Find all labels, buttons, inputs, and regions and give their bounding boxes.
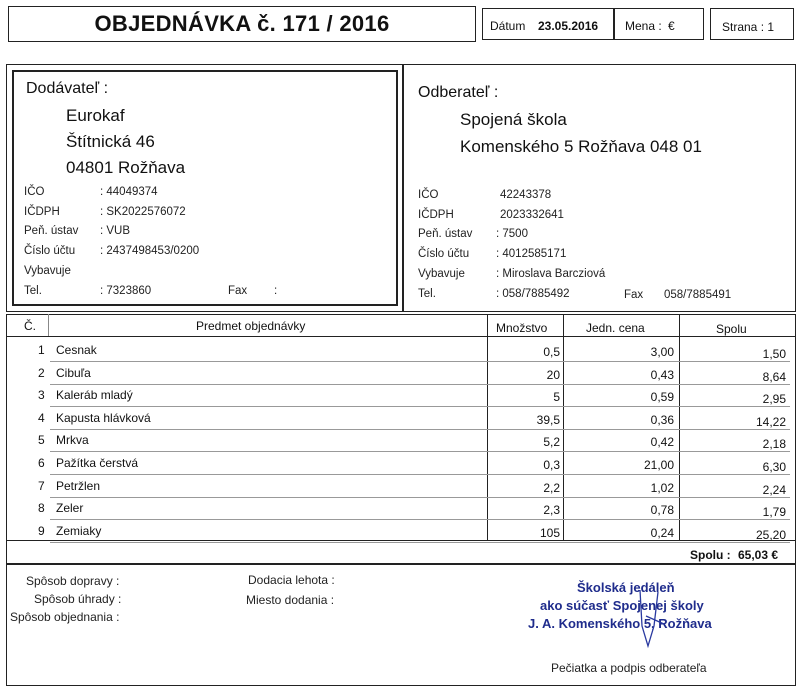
col-header-unit: Jedn. cena [586,321,645,335]
row-unit: 0,24 [650,526,674,540]
table-row [0,340,800,363]
signature-label: Pečiatka a podpis odberateľa [551,661,707,675]
sum-label: Spolu : [690,548,731,562]
customer-handler-value: : Miroslava Barcziová [496,268,606,280]
document-title: OBJEDNÁVKA č. 171 / 2016 [94,11,390,36]
row-separator [50,542,790,543]
row-no: 6 [38,456,45,470]
supplier-city: 04801 Rožňava [66,158,186,177]
table-row [0,476,800,499]
row-no: 5 [38,433,45,447]
col-header-no: Č. [24,319,36,333]
supplier-street: Štítnická 46 [66,132,155,151]
signature-scribble [620,586,680,656]
payment-label: Spôsob úhrady : [34,592,122,606]
row-unit: 3,00 [650,345,674,359]
row-total: 8,64 [762,370,786,384]
sum-value: 65,03 € [738,548,779,562]
row-total: 1,79 [762,505,786,519]
row-unit: 1,02 [650,481,674,495]
row-total: 1,50 [762,347,786,361]
table-row [0,408,800,431]
table-row [0,453,800,476]
row-no: 8 [38,501,45,515]
row-separator [50,474,790,475]
parties-divider [402,64,404,312]
row-qty: 20 [546,368,560,382]
row-qty: 0,3 [543,458,560,472]
row-unit: 0,36 [650,413,674,427]
col-header-item: Predmet objednávky [196,319,306,333]
customer-icdph-value: 2023332641 [500,209,564,221]
supplier-fax-value: : [274,285,278,297]
table-row [0,430,800,453]
supplier-bank-value: : VUB [100,225,131,237]
col-header-qty: Množstvo [496,321,548,335]
transport-label: Spôsob dopravy : [26,574,120,588]
row-no: 2 [38,366,45,380]
customer-heading: Odberateľ : [418,84,499,101]
row-qty: 5 [553,390,560,404]
row-no: 7 [38,479,45,493]
row-no: 3 [38,388,45,402]
customer-icdph-label: IČDPH [418,209,454,221]
row-total: 14,22 [755,415,786,429]
supplier-name: Eurokaf [66,106,125,125]
row-separator [50,451,790,452]
customer-bank-label: Peň. ústav [418,228,473,240]
stamp-line-1: Školská jedáleň [577,580,675,595]
row-unit: 0,43 [650,368,674,382]
row-total: 2,18 [762,437,786,451]
row-qty: 2,3 [543,503,560,517]
row-item: Cesnak [56,343,97,357]
col-header-total: Spolu [716,322,747,336]
row-total: 2,95 [762,392,786,406]
row-no: 4 [38,411,45,425]
ordering-label: Spôsob objednania : [10,610,120,624]
customer-account-label: Číslo účtu [418,248,470,260]
customer-bank-value: : 7500 [496,228,528,240]
row-item: Cibuľa [56,366,91,380]
customer-fax-label: Fax [624,289,644,301]
delivery-place-label: Miesto dodania : [246,593,335,607]
customer-name: Spojená škola [460,110,567,129]
row-unit: 0,78 [650,503,674,517]
table-header-line [6,336,796,337]
customer-tel-label: Tel. [418,288,436,300]
supplier-tel-label: Tel. [24,285,42,297]
row-qty: 105 [539,526,560,540]
row-unit: 21,00 [643,458,674,472]
row-item: Kapusta hlávková [56,411,151,425]
table-row [0,521,800,544]
row-qty: 0,5 [543,345,560,359]
row-separator [50,361,790,362]
customer-handler-label: Vybavuje [418,268,465,280]
table-row [0,385,800,408]
page-label: Strana : 1 [722,20,775,34]
supplier-bank-label: Peň. ústav [24,225,79,237]
supplier-ico-value: : 44049374 [100,186,158,198]
supplier-account-label: Číslo účtu [24,245,76,257]
stamp-line-3: J. A. Komenského 5, Rožňava [528,616,712,631]
row-unit: 0,59 [650,390,674,404]
row-item: Mrkva [56,433,89,447]
row-item: Zeler [56,501,84,515]
date-label: Dátum [490,19,526,33]
row-item: Petržlen [56,479,101,493]
row-no: 1 [38,343,45,357]
supplier-ico-label: IČO [24,186,45,198]
customer-ico-value: 42243378 [500,189,552,201]
row-total: 25,20 [755,528,786,542]
customer-account-value: : 4012585171 [496,248,567,260]
currency-value: € [668,19,675,33]
customer-address: Komenského 5 Rožňava 048 01 [460,137,702,156]
customer-fax-value: 058/7885491 [664,289,732,301]
date-value: 23.05.2016 [538,19,599,33]
row-item: Zemiaky [56,524,102,538]
supplier-heading: Dodávateľ : [26,80,109,97]
col-divider-no [48,314,49,336]
row-unit: 0,42 [650,435,674,449]
supplier-account-value: : 2437498453/0200 [100,245,200,257]
row-qty: 2,2 [543,481,560,495]
row-qty: 5,2 [543,435,560,449]
currency-label: Mena : [625,19,662,33]
supplier-tel-value: : 7323860 [100,285,152,297]
table-row [0,363,800,386]
customer-tel-value: : 058/7885492 [496,288,570,300]
row-qty: 39,5 [536,413,560,427]
row-separator [50,406,790,407]
row-item: Pažítka čerstvá [56,456,139,470]
stamp-line-2: ako súčasť Spojenej školy [540,598,704,613]
supplier-icdph-label: IČDPH [24,206,60,218]
supplier-handler-label: Vybavuje [24,265,71,277]
row-item: Kaleráb mladý [56,388,133,402]
supplier-icdph-value: : SK2022576072 [100,206,186,218]
supplier-fax-label: Fax [228,285,248,297]
customer-ico-label: IČO [418,189,439,201]
row-total: 2,24 [762,483,786,497]
row-no: 9 [38,524,45,538]
delivery-term-label: Dodacia lehota : [248,573,335,587]
row-separator [50,519,790,520]
row-total: 6,30 [762,460,786,474]
table-row [0,498,800,521]
